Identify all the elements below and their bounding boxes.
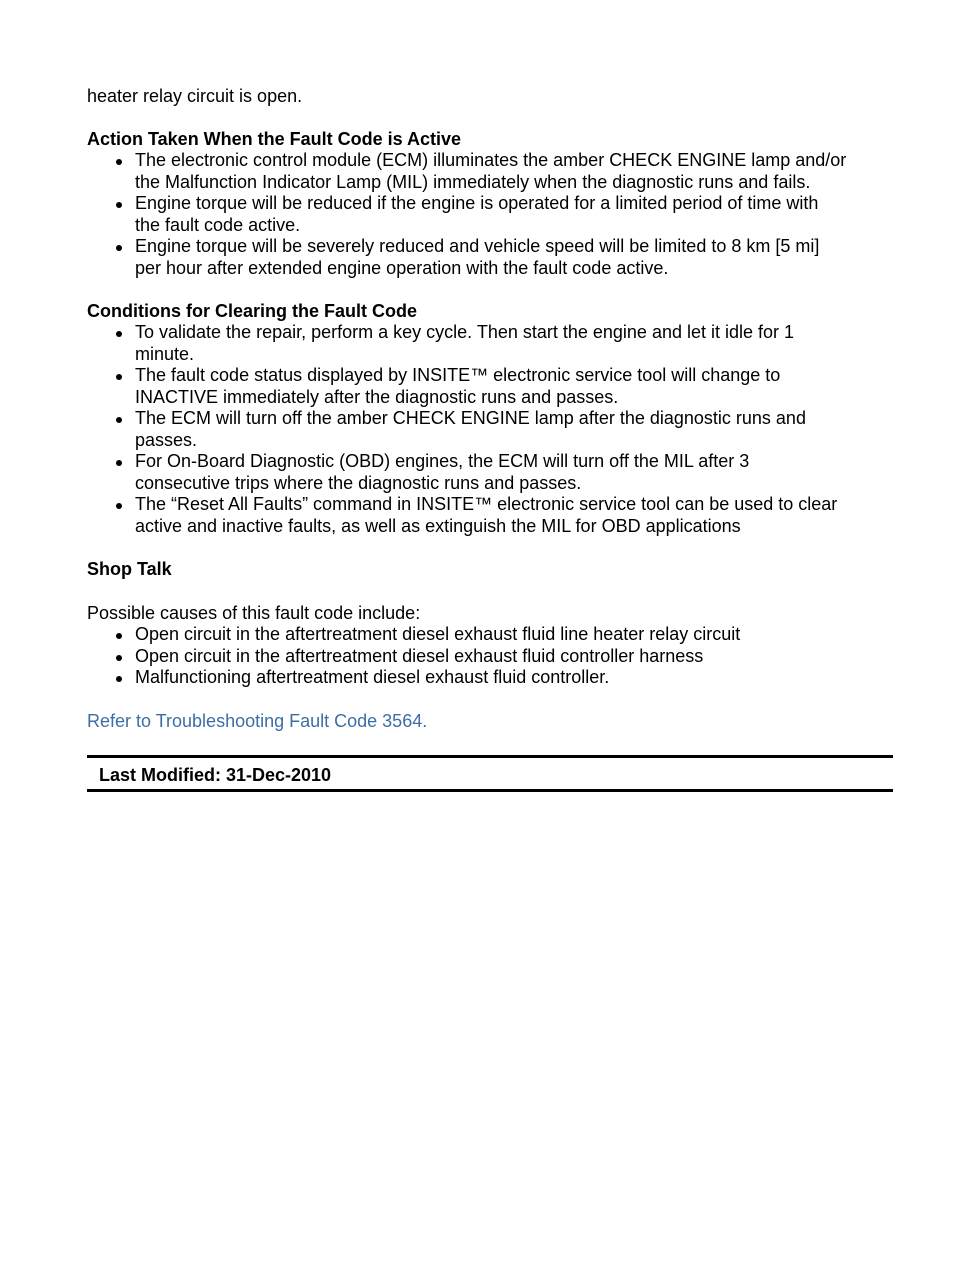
list-item: [87, 494, 893, 537]
list-item: Open circuit in the aftertreatment diesel exhaust fluid line heater relay circuit: [87, 624, 893, 646]
list-item-line: The “Reset All Faults” command in INSITE™ electronic service tool can be used to clear: [135, 494, 838, 514]
list-item-line: the fault code active.: [135, 214, 301, 235]
list-item-line: The ECM will turn off the amber CHECK ENGINE lamp after the diagnostic runs and: [135, 408, 806, 428]
list-item: Malfunctioning aftertreatment diesel exhaust fluid controller.: [87, 667, 893, 689]
shop-talk-heading: Shop Talk: [87, 559, 172, 579]
action-heading: Action Taken When the Fault Code is Active: [87, 129, 462, 149]
list-item-line: Engine torque will be reduced if the engine is operated for a limited period of time with: [135, 193, 819, 213]
list-item-line: The fault code status displayed by INSITE™ electronic service tool will change to: [135, 365, 781, 385]
list-item: [87, 236, 893, 279]
list-item-line: The electronic control module (ECM) illuminates the amber CHECK ENGINE lamp and/or: [135, 150, 847, 170]
list-item-line: Engine torque will be severely reduced and vehicle speed will be limited to 8 km [5 mi]: [135, 236, 820, 256]
list-item-line: INACTIVE immediately after the diagnostic runs and passes.: [135, 386, 619, 407]
intro-text: heater relay circuit is open.: [87, 86, 303, 106]
troubleshooting-link[interactable]: Refer to Troubleshooting Fault Code 3564.: [87, 710, 428, 731]
list-item: [87, 451, 893, 494]
list-item-line: the Malfunction Indicator Lamp (MIL) immediately when the diagnostic runs and fails.: [135, 171, 811, 192]
list-item: [87, 322, 893, 365]
shop-talk-intro: Possible causes of this fault code include:: [87, 603, 421, 623]
list-item-line: minute.: [135, 343, 195, 364]
action-list: [87, 150, 893, 279]
list-item: [87, 150, 893, 193]
list-item-line: passes.: [135, 429, 198, 450]
document-page: [87, 85, 893, 792]
list-item-line: per hour after extended engine operation with the fault code active.: [135, 257, 669, 278]
footer-bar: [87, 755, 893, 792]
clearing-heading: Conditions for Clearing the Fault Code: [87, 301, 417, 321]
list-item-line: For On-Board Diagnostic (OBD) engines, the ECM will turn off the MIL after 3: [135, 451, 750, 471]
clearing-list: [87, 322, 893, 537]
list-item-line: consecutive trips where the diagnostic runs and passes.: [135, 472, 582, 493]
last-modified-text: Last Modified: 31-Dec-2010: [99, 764, 332, 785]
list-item-line: active and inactive faults, as well as extinguish the MIL for OBD applications: [135, 515, 741, 536]
list-item-line: To validate the repair, perform a key cycle. Then start the engine and let it idle for 1: [135, 322, 795, 342]
list-item: [87, 193, 893, 236]
list-item: [87, 408, 893, 451]
causes-list: [87, 624, 893, 689]
list-item: Open circuit in the aftertreatment diesel exhaust fluid controller harness: [87, 646, 893, 668]
list-item: [87, 365, 893, 408]
